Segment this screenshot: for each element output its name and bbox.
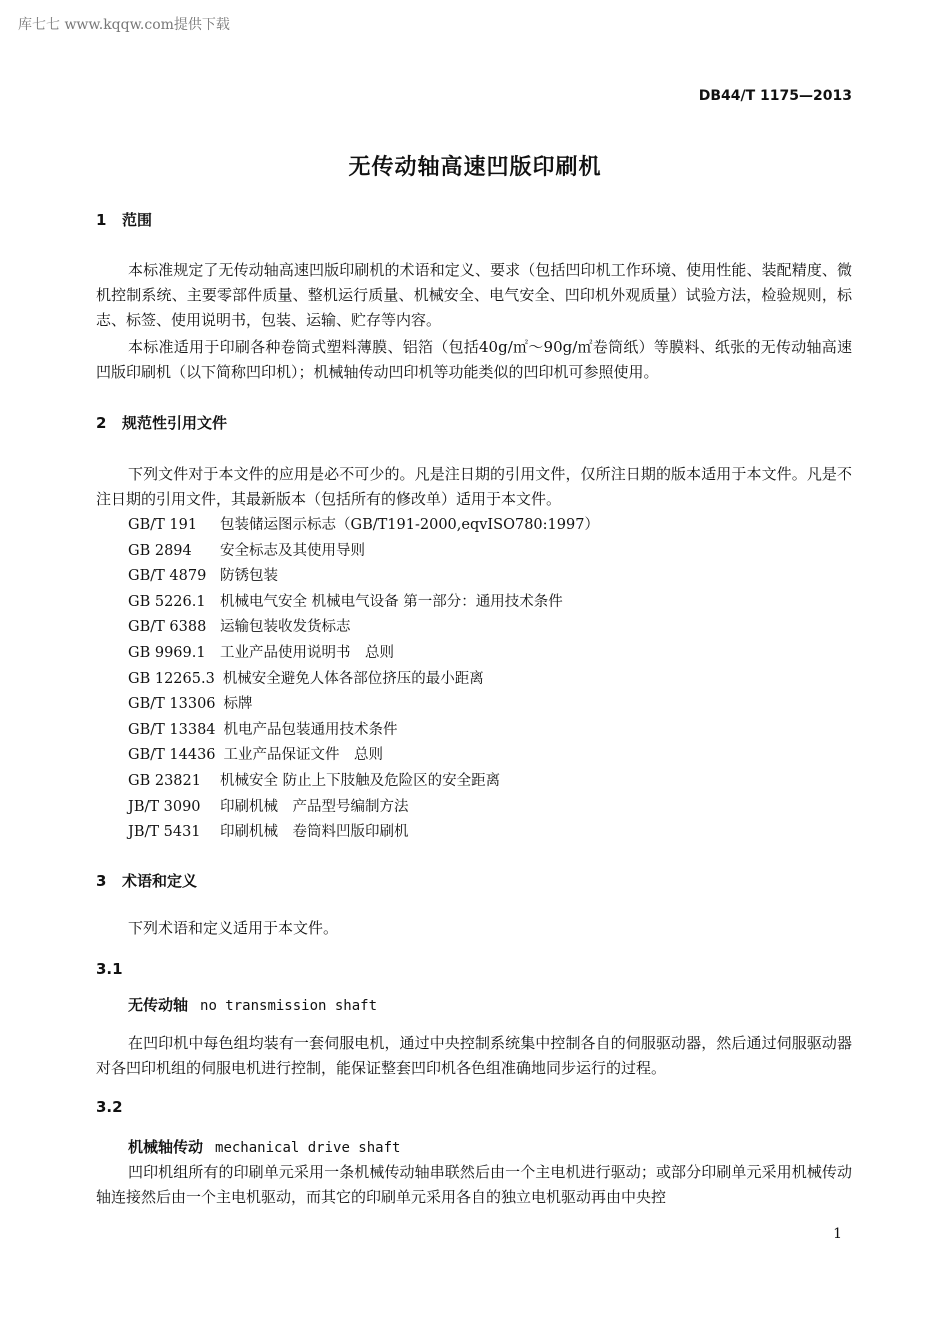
reference-item	[128, 615, 828, 641]
term-3-2	[128, 1136, 848, 1157]
reference-code: JB/T 5431	[128, 824, 201, 841]
reference-title: 包装储运图示标志（GB/T191-2000,eqvISO780:1997）	[220, 517, 599, 533]
section-title: 范围	[122, 211, 153, 229]
normative-reference-list	[128, 513, 828, 846]
reference-code: GB/T 14436	[128, 747, 216, 764]
reference-title: 工业产品保证文件 总则	[223, 747, 384, 764]
reference-code: GB 23821	[128, 772, 201, 789]
reference-item	[128, 590, 828, 616]
reference-title: 标牌	[223, 696, 253, 713]
reference-item	[128, 513, 828, 539]
reference-item	[128, 692, 828, 718]
standard-code: DB44/T 1175—2013	[698, 88, 852, 104]
term-3-1-number: 3.1	[96, 960, 123, 978]
term-chinese: 机械轴传动	[128, 1138, 204, 1156]
section-number: 3	[96, 872, 107, 890]
term-english: mechanical drive shaft	[215, 1140, 401, 1156]
reference-code: GB 2894	[128, 542, 192, 559]
section-1-heading	[96, 209, 852, 230]
section-title: 术语和定义	[122, 872, 198, 890]
section-3-heading	[96, 870, 852, 891]
reference-title: 机械安全 防止上下肢触及危险区的安全距离	[220, 772, 501, 789]
reference-title: 机电产品包装通用技术条件	[223, 721, 398, 738]
section-number: 1	[96, 211, 107, 229]
reference-item	[128, 718, 828, 744]
reference-code: GB 9969.1	[128, 644, 206, 661]
section-2-heading	[96, 412, 852, 433]
reference-title: 机械安全避免人体各部位挤压的最小距离	[222, 670, 484, 687]
section-2-paragraph-1: 下列文件对于本文件的应用是必不可少的。凡是注日期的引用文件，仅所注日期的版本适用于本文件。凡是不注日期的引用文件，其最新版本（包括所有的修改单）适用于本文件。	[96, 465, 852, 508]
reference-title: 印刷机械 产品型号编制方法	[220, 798, 409, 815]
section-1-paragraph-1: 本标准规定了无传动轴高速凹版印刷机的术语和定义、要求（包括凹印机工作环境、使用性能、装配精度、微机控制系统、主要零部件质量、整机运行质量、机械安全、电气安全、凹印机外观质量）试验方法，检验规则，标志、标签、使用说明书，包装、运输、贮存等内容。	[96, 261, 852, 329]
reference-title: 工业产品使用说明书 总则	[220, 644, 394, 661]
document-title: 无传动轴高速凹版印刷机	[348, 155, 602, 180]
reference-title: 防锈包装	[220, 568, 278, 585]
reference-item	[128, 641, 828, 667]
reference-code: GB/T 4879	[128, 568, 207, 585]
term-3-2-definition: 凹印机组所有的印刷单元采用一条机械传动轴串联然后由一个主电机进行驱动；或部分印刷单元采用机械传动轴连接然后由一个主电机驱动，而其它的印刷单元采用各自的独立电机驱动再由中央控	[96, 1163, 852, 1206]
reference-item	[128, 667, 828, 693]
reference-item	[128, 539, 828, 565]
reference-code: JB/T 3090	[128, 798, 201, 815]
reference-code: GB/T 191	[128, 517, 198, 533]
reference-item	[128, 769, 828, 795]
reference-item	[128, 743, 828, 769]
section-number: 2	[96, 414, 107, 432]
reference-code: GB/T 13306	[128, 696, 216, 713]
reference-item	[128, 795, 828, 821]
term-3-1-definition: 在凹印机中每色组均装有一套伺服电机，通过中央控制系统集中控制各自的伺服驱动器，然后通过伺服驱动器对各凹印机组的伺服电机进行控制，能保证整套凹印机各色组准确地同步运行的过程。	[96, 1034, 852, 1077]
section-1-paragraph-2: 本标准适用于印刷各种卷筒式塑料薄膜、铝箔（包括40g/㎡～90g/㎡卷筒纸）等膜料、纸张的无传动轴高速凹版印刷机（以下简称凹印机）；机械轴传动凹印机等功能类似的凹印机可参照使用。	[96, 338, 852, 381]
reference-item	[128, 820, 828, 846]
reference-item	[128, 564, 828, 590]
reference-code: GB/T 13384	[128, 721, 216, 738]
section-3-paragraph-1: 下列术语和定义适用于本文件。	[128, 919, 339, 937]
reference-title: 运输包装收发货标志	[220, 619, 351, 636]
term-3-1	[128, 994, 848, 1015]
term-english: no transmission shaft	[200, 998, 378, 1014]
term-chinese: 无传动轴	[128, 996, 189, 1014]
reference-title: 印刷机械 卷筒料凹版印刷机	[220, 824, 409, 841]
watermark: 库七七 www.kqqw.com提供下载	[18, 17, 230, 33]
reference-title: 机械电气安全 机械电气设备 第一部分：通用技术条件	[220, 593, 563, 610]
reference-code: GB 12265.3	[128, 670, 215, 687]
reference-code: GB/T 6388	[128, 619, 207, 636]
reference-code: GB 5226.1	[128, 593, 206, 610]
term-3-2-number: 3.2	[96, 1098, 123, 1116]
section-title: 规范性引用文件	[122, 414, 228, 432]
page-number: 1	[833, 1226, 842, 1242]
reference-title: 安全标志及其使用导则	[220, 542, 365, 559]
